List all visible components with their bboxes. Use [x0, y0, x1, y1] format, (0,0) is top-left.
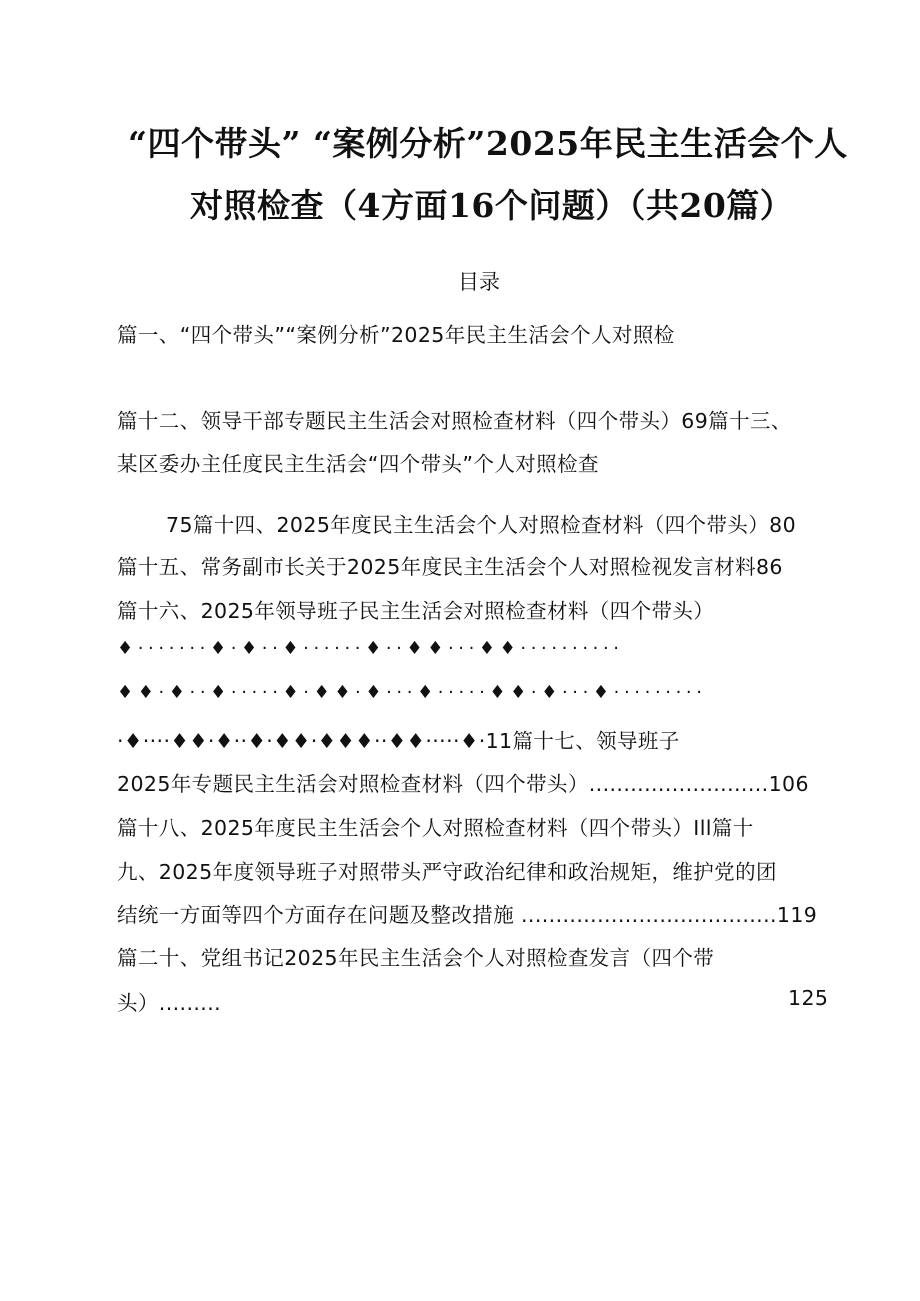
toc-entry-17-continued: 2025年专题民主生活会对照检查材料（四个带头）..........................106	[117, 772, 809, 796]
toc-page-number: 125	[788, 986, 829, 1010]
toc-leader-line-1: ♦·······♦·♦··♦······♦··♦♦···♦♦··········	[117, 638, 624, 659]
toc-entry-15: 篇十五、常务副市长关于2025年度民主生活会个人对照检视发言材料86	[117, 555, 783, 579]
toc-entry-13: 某区委办主任度民主生活会“四个带头”个人对照检查	[117, 452, 599, 476]
toc-entry-20: 篇二十、党组书记2025年民主生活会个人对照检查发言（四个带	[117, 946, 715, 970]
toc-entry-14: 75篇十四、2025年度民主生活会个人对照检查材料（四个带头）80	[166, 513, 797, 537]
toc-entry-18: 篇十八、2025年度民主生活会个人对照检查材料（四个带头）Ill篇十	[117, 816, 754, 840]
document-title-line-2: 对照检查（4方面16个问题）（共20篇）	[190, 186, 794, 225]
toc-heading: 目录	[458, 270, 500, 294]
toc-entry-20-continued: 头）.........	[117, 991, 222, 1015]
toc-entry-19-continued: 结统一方面等四个方面存在问题及整改措施 .....................................119	[117, 903, 818, 927]
toc-leader-line-2: ♦♦·♦··♦·····♦·♦♦·♦···♦·····♦♦·♦···♦·········	[117, 682, 707, 703]
toc-entry-1: 篇一、“四个带头”“案例分析”2025年民主生活会个人对照检	[117, 323, 675, 347]
document-title-line-1: “四个带头” “案例分析”2025年民主生活会个人	[128, 124, 848, 163]
toc-entry-19: 九、2025年度领导班子对照带头严守政治纪律和政治规矩，维护党的团	[117, 860, 777, 884]
toc-entry-17: ·♦····♦♦·♦··♦·♦♦·♦♦♦··♦♦·····♦·11篇十七、领导班子	[117, 729, 680, 753]
toc-entry-16: 篇十六、2025年领导班子民主生活会对照检查材料（四个带头）	[117, 599, 715, 623]
toc-entry-12: 篇十二、领导干部专题民主生活会对照检查材料（四个带头）69篇十三、	[117, 409, 792, 433]
